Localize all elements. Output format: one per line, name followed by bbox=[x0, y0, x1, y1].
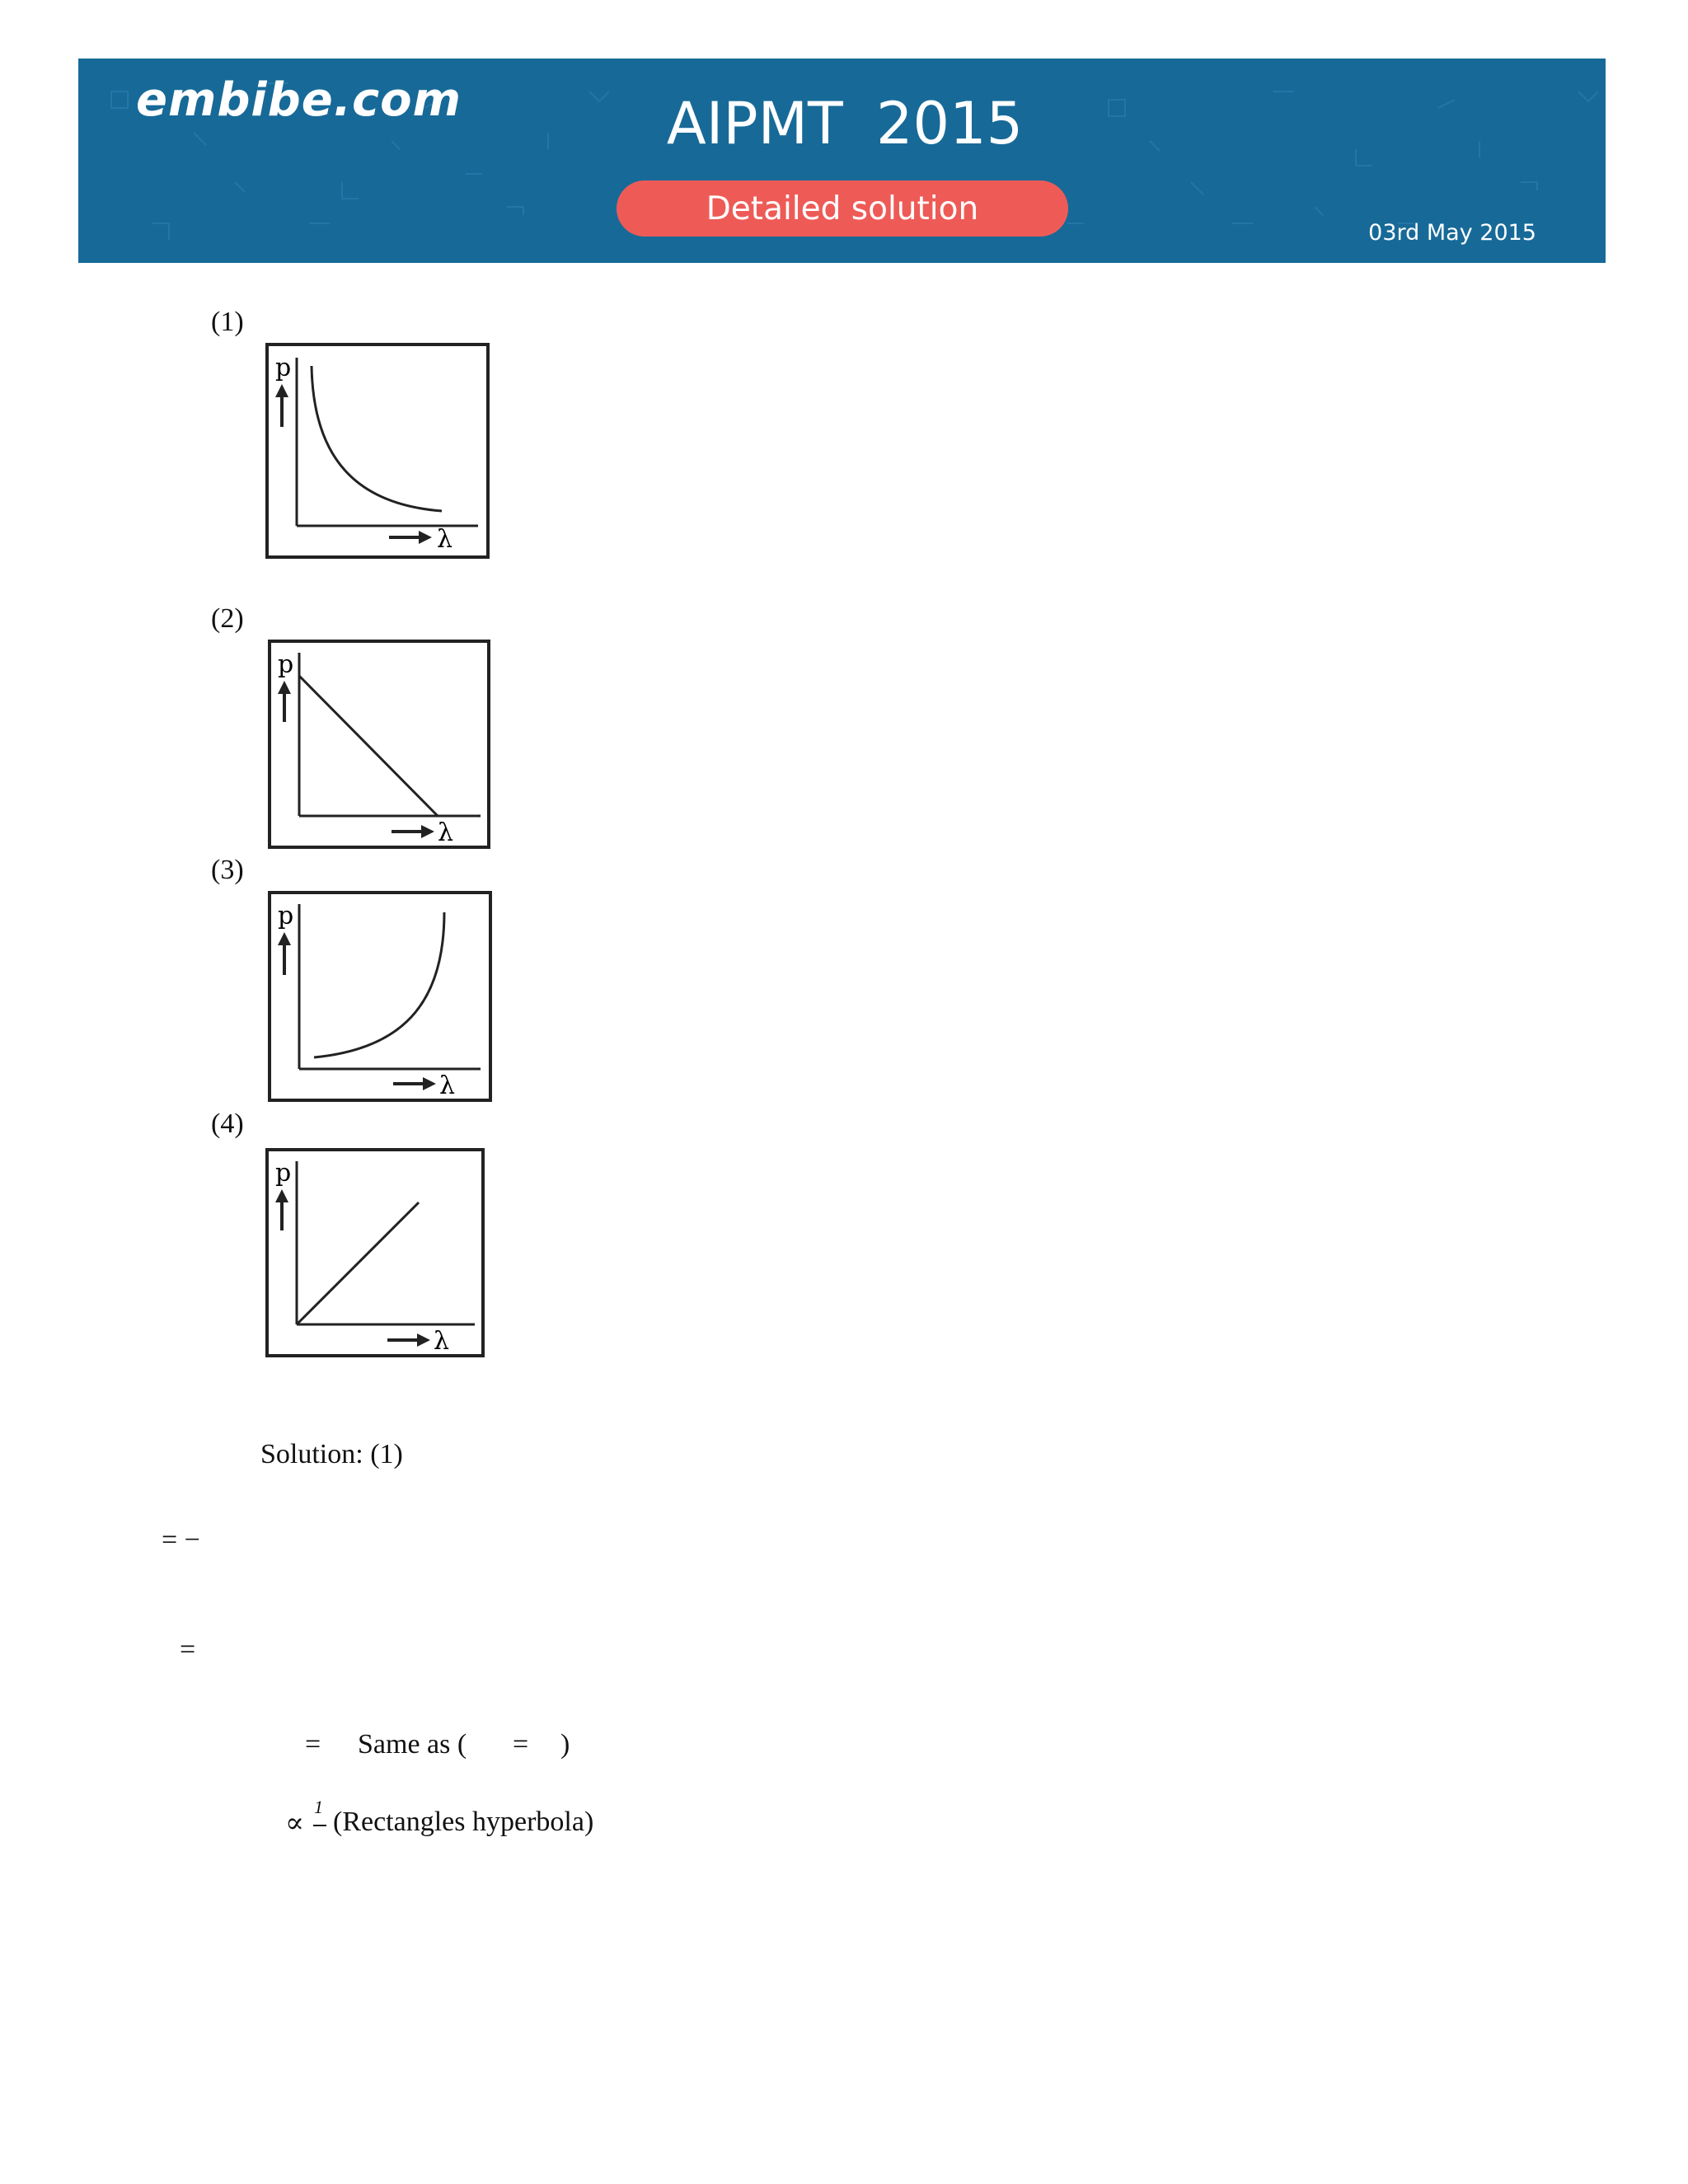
detailed-solution-badge bbox=[617, 180, 1068, 237]
option-2-graph bbox=[268, 640, 490, 849]
exam-date: 03rd May 2015 bbox=[1368, 220, 1536, 246]
header-banner bbox=[78, 59, 1606, 263]
option-1-graph bbox=[265, 343, 490, 559]
x-axis-label: λ bbox=[437, 525, 453, 554]
y-axis-label: p bbox=[278, 650, 294, 679]
fraction-bar bbox=[313, 1825, 326, 1826]
solution-eq-1: = − bbox=[162, 1525, 200, 1555]
detailed-solution-label: Detailed solution bbox=[706, 190, 979, 227]
proportional-symbol: ∝ bbox=[285, 1808, 305, 1839]
solution-eq-3-equals: = bbox=[305, 1729, 321, 1760]
option-4-label: (4) bbox=[211, 1108, 244, 1139]
solution-eq-3-close: ) bbox=[560, 1729, 570, 1760]
y-axis-label: p bbox=[278, 902, 294, 930]
option-1-label: (1) bbox=[211, 307, 244, 337]
solution-conclusion: (Rectangles hyperbola) bbox=[333, 1807, 594, 1837]
y-axis-label: p bbox=[275, 1159, 292, 1188]
x-axis-label: λ bbox=[434, 1327, 450, 1356]
option-4-graph bbox=[265, 1148, 485, 1357]
fraction-numerator: 1 bbox=[314, 1797, 323, 1817]
solution-answer: Solution: (1) bbox=[260, 1439, 403, 1469]
option-3-graph bbox=[268, 891, 492, 1102]
option-2-label: (2) bbox=[211, 603, 244, 634]
y-axis-label: p bbox=[275, 354, 292, 382]
solution-eq-3-text: Same as ( bbox=[358, 1729, 467, 1760]
brand-logo: embibe.com bbox=[136, 73, 462, 127]
solution-eq-2: = bbox=[180, 1634, 196, 1665]
x-axis-label: λ bbox=[438, 818, 454, 847]
exam-title: AIPMT 2015 bbox=[666, 90, 1024, 157]
solution-eq-3-equals-2: = bbox=[513, 1729, 529, 1760]
x-axis-label: λ bbox=[439, 1071, 456, 1100]
option-3-label: (3) bbox=[211, 855, 244, 885]
